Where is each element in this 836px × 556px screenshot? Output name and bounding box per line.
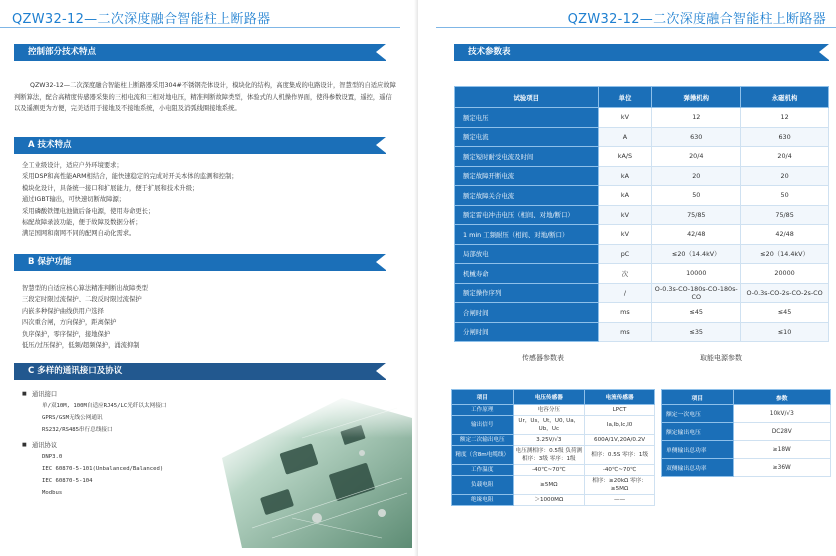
table-cell: ms bbox=[598, 322, 652, 342]
list-item: GPRS/GSM无线公网通讯 bbox=[42, 415, 103, 421]
list-item: IEC 60870-5-101(Unbalanced/Balanced) bbox=[42, 466, 164, 472]
list-item: 全工业级设计，适应户外环境要求； bbox=[22, 162, 123, 169]
table-cell: 75/85 bbox=[652, 205, 741, 225]
table-cell: 20 bbox=[652, 166, 741, 186]
table-cell: kV bbox=[598, 108, 652, 128]
section-a-title: A 技术特点 bbox=[28, 140, 72, 150]
table-row bbox=[452, 446, 655, 465]
table-cell: kV bbox=[598, 225, 652, 245]
list-item: 智慧型的自适应核心算法精准判断出故障类型 bbox=[22, 285, 148, 292]
list-item: RS232/RS485串行总线接口 bbox=[42, 427, 113, 433]
column-header: 弹操机构 bbox=[652, 87, 741, 108]
list-item: 标配故障录波功能，便于故障及数据分析； bbox=[22, 219, 142, 227]
list-item: 模块化设计，具备统一接口和扩展能力，便于扩展和技术升级； bbox=[22, 184, 199, 192]
section-b-bar bbox=[14, 254, 386, 271]
table-cell: 20/4 bbox=[741, 147, 829, 167]
table-header-row bbox=[455, 87, 829, 108]
list-item: 满足国网和南网不同的配网自动化需求。 bbox=[22, 230, 136, 238]
table-cell: 50 bbox=[652, 186, 741, 206]
table-row bbox=[662, 423, 831, 441]
column-header: 项目 bbox=[662, 390, 734, 405]
table-header-row bbox=[452, 390, 655, 405]
sensor-params-table bbox=[451, 389, 655, 506]
comm-section bbox=[22, 389, 282, 499]
table-row bbox=[455, 283, 829, 303]
table-cell: —— bbox=[585, 495, 655, 506]
table-cell: O-0.3s-CO-180s-CO-180s-CO bbox=[652, 283, 741, 303]
table-cell: 630 bbox=[652, 127, 741, 147]
table-cell: -40℃~70℃ bbox=[585, 465, 655, 476]
section-b-title: B 保护功能 bbox=[28, 257, 72, 267]
table-cell: ≥5MΩ bbox=[513, 476, 585, 495]
row-label: 精度（含8m电缆线） bbox=[452, 446, 514, 465]
table-cell: 600A/1V,20A/0.2V bbox=[585, 435, 655, 446]
column-header: 项目 bbox=[452, 390, 514, 405]
table-row bbox=[452, 465, 655, 476]
list-item: 三段定时限过流保护、二段反时限过流保护 bbox=[22, 296, 142, 304]
column-header: 试验项目 bbox=[455, 87, 599, 108]
row-label: 工作原理 bbox=[452, 405, 514, 416]
list-item: IEC 60870-5-104 bbox=[42, 478, 93, 484]
table-row bbox=[455, 322, 829, 342]
section-a-bar bbox=[14, 137, 386, 154]
table-cell: A bbox=[598, 127, 652, 147]
table-cell: 20/4 bbox=[652, 147, 741, 167]
table-cell: ms bbox=[598, 303, 652, 323]
table-cell: ≤45 bbox=[652, 303, 741, 323]
table-row bbox=[662, 441, 831, 459]
table-cell: ＞1000MΩ bbox=[513, 495, 585, 506]
table-cell: 电容分压 bbox=[513, 405, 585, 416]
table-cell: ≤35 bbox=[652, 322, 741, 342]
table-cell: 12 bbox=[652, 108, 741, 128]
row-label: 输出信号 bbox=[452, 416, 514, 435]
column-header: 永磁机构 bbox=[741, 87, 829, 108]
row-label: 额定电流 bbox=[455, 127, 599, 147]
table-row bbox=[452, 416, 655, 435]
row-label: 额定短时耐受电流及时间 bbox=[455, 147, 599, 167]
table-row bbox=[455, 244, 829, 264]
section-arrow-icon bbox=[376, 363, 386, 379]
table-cell: 75/85 bbox=[741, 205, 829, 225]
table-header-row bbox=[662, 390, 831, 405]
table-cell: 相序：0.5S 零序：1级 bbox=[585, 446, 655, 465]
row-label: 额定故障关合电流 bbox=[455, 186, 599, 206]
table-cell: LPCT bbox=[585, 405, 655, 416]
row-label: 额定故障开断电流 bbox=[455, 166, 599, 186]
protection-list bbox=[22, 283, 402, 351]
table-cell: 10000 bbox=[652, 264, 741, 284]
section-arrow-icon bbox=[376, 254, 386, 270]
power-table-caption: 取能电源参数 bbox=[700, 354, 742, 362]
table-row bbox=[455, 205, 829, 225]
row-label: 额定电压 bbox=[455, 108, 599, 128]
section-params-bar bbox=[454, 44, 829, 61]
section-arrow-icon bbox=[819, 44, 829, 60]
row-label: 额定操作序列 bbox=[455, 283, 599, 303]
right-page bbox=[418, 0, 836, 556]
list-item: 内嵌多种保护曲线供用户选择 bbox=[22, 307, 104, 315]
table-cell: 20000 bbox=[741, 264, 829, 284]
row-label: 机械寿命 bbox=[455, 264, 599, 284]
table-row bbox=[455, 147, 829, 167]
column-header: 电流传感器 bbox=[585, 390, 655, 405]
table-cell: 42/48 bbox=[741, 225, 829, 245]
tech-features-list bbox=[22, 160, 402, 240]
table-cell: Ia,Ib,Ic,I0 bbox=[585, 416, 655, 435]
section-params-title: 技术参数表 bbox=[468, 47, 511, 57]
list-item: 通过IGBT输出，可快速切断故障源； bbox=[22, 196, 126, 204]
table-cell: pC bbox=[598, 244, 652, 264]
table-cell: 630 bbox=[741, 127, 829, 147]
comm-interface-title: ■ 通讯接口 bbox=[22, 389, 282, 400]
row-label: 合闸时间 bbox=[455, 303, 599, 323]
table-row bbox=[455, 264, 829, 284]
list-item: 采用DSP和高性能ARM相结合，能快速稳定的完成对开关本体的监测和控制； bbox=[22, 173, 238, 181]
table-cell: / bbox=[598, 283, 652, 303]
section-c-bar bbox=[14, 363, 386, 380]
tech-params-table bbox=[454, 86, 829, 342]
table-cell: 20 bbox=[741, 166, 829, 186]
list-item: 负序保护，零序保护，接地保护 bbox=[22, 330, 111, 338]
sensor-table-caption: 传感器参数表 bbox=[522, 354, 564, 362]
table-row bbox=[455, 303, 829, 323]
list-item: 单/双10M, 100M自适应RJ45/LC光纤以太网接口 bbox=[42, 403, 167, 409]
list-item: 四次重合闸，方向保护，距离保护 bbox=[22, 319, 117, 327]
row-label: 额定二次输出电压 bbox=[452, 435, 514, 446]
header-divider-left bbox=[0, 27, 400, 28]
table-cell: kV bbox=[598, 205, 652, 225]
table-cell: 相序：≥20kΩ 零序：≥5MΩ bbox=[585, 476, 655, 495]
row-label: 工作温度 bbox=[452, 465, 514, 476]
intro-paragraph: QZW32-12—二次深度融合智能柱上断路器采用304#不锈钢壳体设计，模块化的结构，高度集成的电路设计，智慧型的自适应故障判断算法，配合高精度传感器采集的三相电流和三相对地电压，精准判断故障类型，体验式的人机操作界面，使得参数设置，遥控，遥信以及遥测更为方便，完美适用于接地及不接地系统，小电阻及消弧线圈接地系统。 bbox=[14, 82, 396, 112]
table-cell: 50 bbox=[741, 186, 829, 206]
table-cell: 3.25V/√3 bbox=[513, 435, 585, 446]
row-label: 绝缘电阻 bbox=[452, 495, 514, 506]
comm-protocol-title: ■ 通讯协议 bbox=[22, 440, 282, 451]
table-cell: ≥18W bbox=[733, 441, 830, 459]
table-cell: 次 bbox=[598, 264, 652, 284]
table-cell: kA bbox=[598, 166, 652, 186]
table-cell: 电压测相序：0.5级 负荷测相序：3级 零序：1级 bbox=[513, 446, 585, 465]
list-item: 采用磷酸铁锂电池做后备电源，使用寿命更长； bbox=[22, 207, 155, 215]
table-cell: O-0.3s-CO-2s-CO-2s-CO bbox=[741, 283, 829, 303]
table-cell: ≤45 bbox=[741, 303, 829, 323]
table-cell: 42/48 bbox=[652, 225, 741, 245]
list-item: 低压/过压保护，低频/超频保护，涌流抑制 bbox=[22, 342, 140, 350]
section-control-features bbox=[14, 44, 386, 61]
table-row bbox=[452, 435, 655, 446]
table-cell: kA bbox=[598, 186, 652, 206]
table-cell: -40℃~70℃ bbox=[513, 465, 585, 476]
section-control-title: 控制部分技术特点 bbox=[28, 47, 97, 57]
table-cell: kA/S bbox=[598, 147, 652, 167]
table-row bbox=[455, 166, 829, 186]
table-cell: 10kV/√3 bbox=[733, 405, 830, 423]
row-label: 额定输出电压 bbox=[662, 423, 734, 441]
page-title-right: QZW32-12—二次深度融合智能柱上断路器 bbox=[567, 12, 826, 27]
row-label: 双侧输出总功率 bbox=[662, 459, 734, 477]
table-cell: 12 bbox=[741, 108, 829, 128]
row-label: 额定雷电冲击电压（相间、对地/断口） bbox=[455, 205, 599, 225]
row-label: 单侧输出总功率 bbox=[662, 441, 734, 459]
table-row bbox=[452, 495, 655, 506]
row-label: 局部放电 bbox=[455, 244, 599, 264]
table-row bbox=[455, 127, 829, 147]
section-c-title: C 多样的通讯接口及协议 bbox=[28, 366, 123, 376]
page-title-left: QZW32-12—二次深度融合智能柱上断路器 bbox=[12, 12, 271, 27]
table-cell: ≤10 bbox=[741, 322, 829, 342]
row-label: 1 min 工频耐压（相间、对地/断口） bbox=[455, 225, 599, 245]
table-cell: ≤20（14.4kV） bbox=[652, 244, 741, 264]
section-arrow-icon bbox=[376, 137, 386, 153]
list-item: Modbus bbox=[42, 490, 63, 496]
column-header: 参数 bbox=[733, 390, 830, 405]
row-label: 额定一次电压 bbox=[662, 405, 734, 423]
row-label: 分闸时间 bbox=[455, 322, 599, 342]
table-row bbox=[452, 405, 655, 416]
column-header: 电压传感器 bbox=[513, 390, 585, 405]
table-cell: Ur，Us，Ut，U0, Ua，Ub，Uc bbox=[513, 416, 585, 435]
table-row bbox=[452, 476, 655, 495]
table-row bbox=[455, 186, 829, 206]
table-cell: ≥36W bbox=[733, 459, 830, 477]
table-row bbox=[455, 225, 829, 245]
table-row bbox=[662, 459, 831, 477]
table-row bbox=[662, 405, 831, 423]
power-params-table bbox=[661, 389, 831, 477]
column-header: 单位 bbox=[598, 87, 652, 108]
table-cell: ≤20（14.4kV） bbox=[741, 244, 829, 264]
table-cell: DC28V bbox=[733, 423, 830, 441]
table-row bbox=[455, 108, 829, 128]
section-arrow-icon bbox=[376, 44, 386, 60]
header-divider-right bbox=[436, 27, 836, 28]
row-label: 负载电阻 bbox=[452, 476, 514, 495]
list-item: DNP3.0 bbox=[42, 454, 63, 460]
